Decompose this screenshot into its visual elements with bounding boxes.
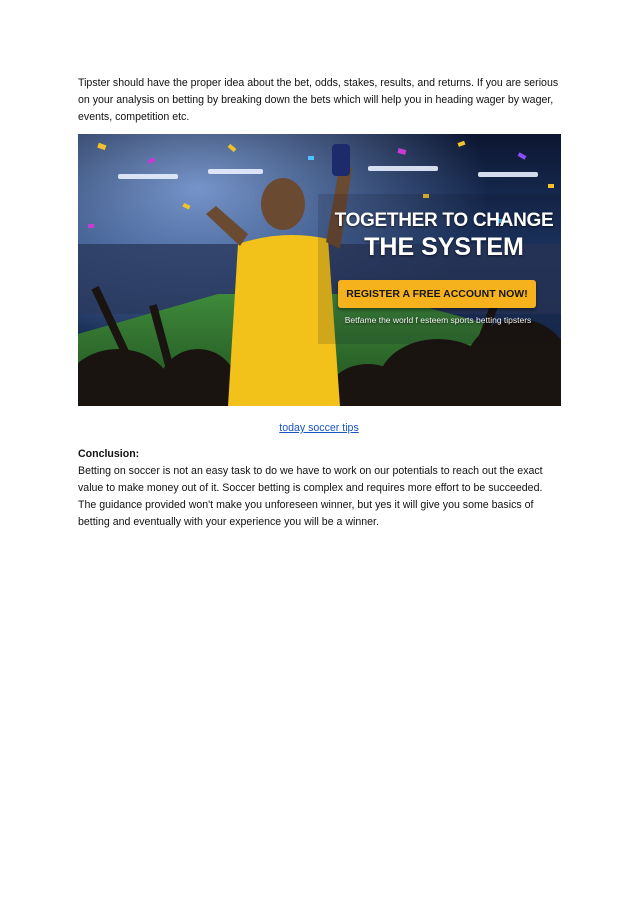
register-button[interactable]: REGISTER A FREE ACCOUNT NOW! — [338, 280, 536, 308]
stadium-crowd-image — [78, 134, 561, 406]
today-soccer-tips-link[interactable]: today soccer tips — [279, 422, 359, 434]
link-caption — [0, 421, 638, 435]
promo-banner[interactable] — [78, 134, 561, 406]
banner-headline-1: TOGETHER TO CHANGE — [334, 210, 554, 231]
conclusion-paragraph: Betting on soccer is not an easy task to do we have to work on our potentials to reach out the exact value to make money out of it. Soccer betting is complex and requires more effort to be succeeded. The guidance provided won't make you unforeseen winner, but yes it will give you some basics of betting and eventually with your experience you will be a winner. — [78, 465, 543, 528]
conclusion-heading: Conclusion: — [78, 448, 140, 460]
banner-tagline: Betfame the world f esteem sports betting tipsters — [344, 315, 532, 325]
intro-paragraph: Tipster should have the proper idea about the bet, odds, stakes, results, and returns. If you are serious on your analysis on betting by breaking down the bets which will help you in heading wager by wager, events, competition etc. — [78, 77, 559, 123]
banner-headline-2: THE SYSTEM — [364, 233, 524, 261]
